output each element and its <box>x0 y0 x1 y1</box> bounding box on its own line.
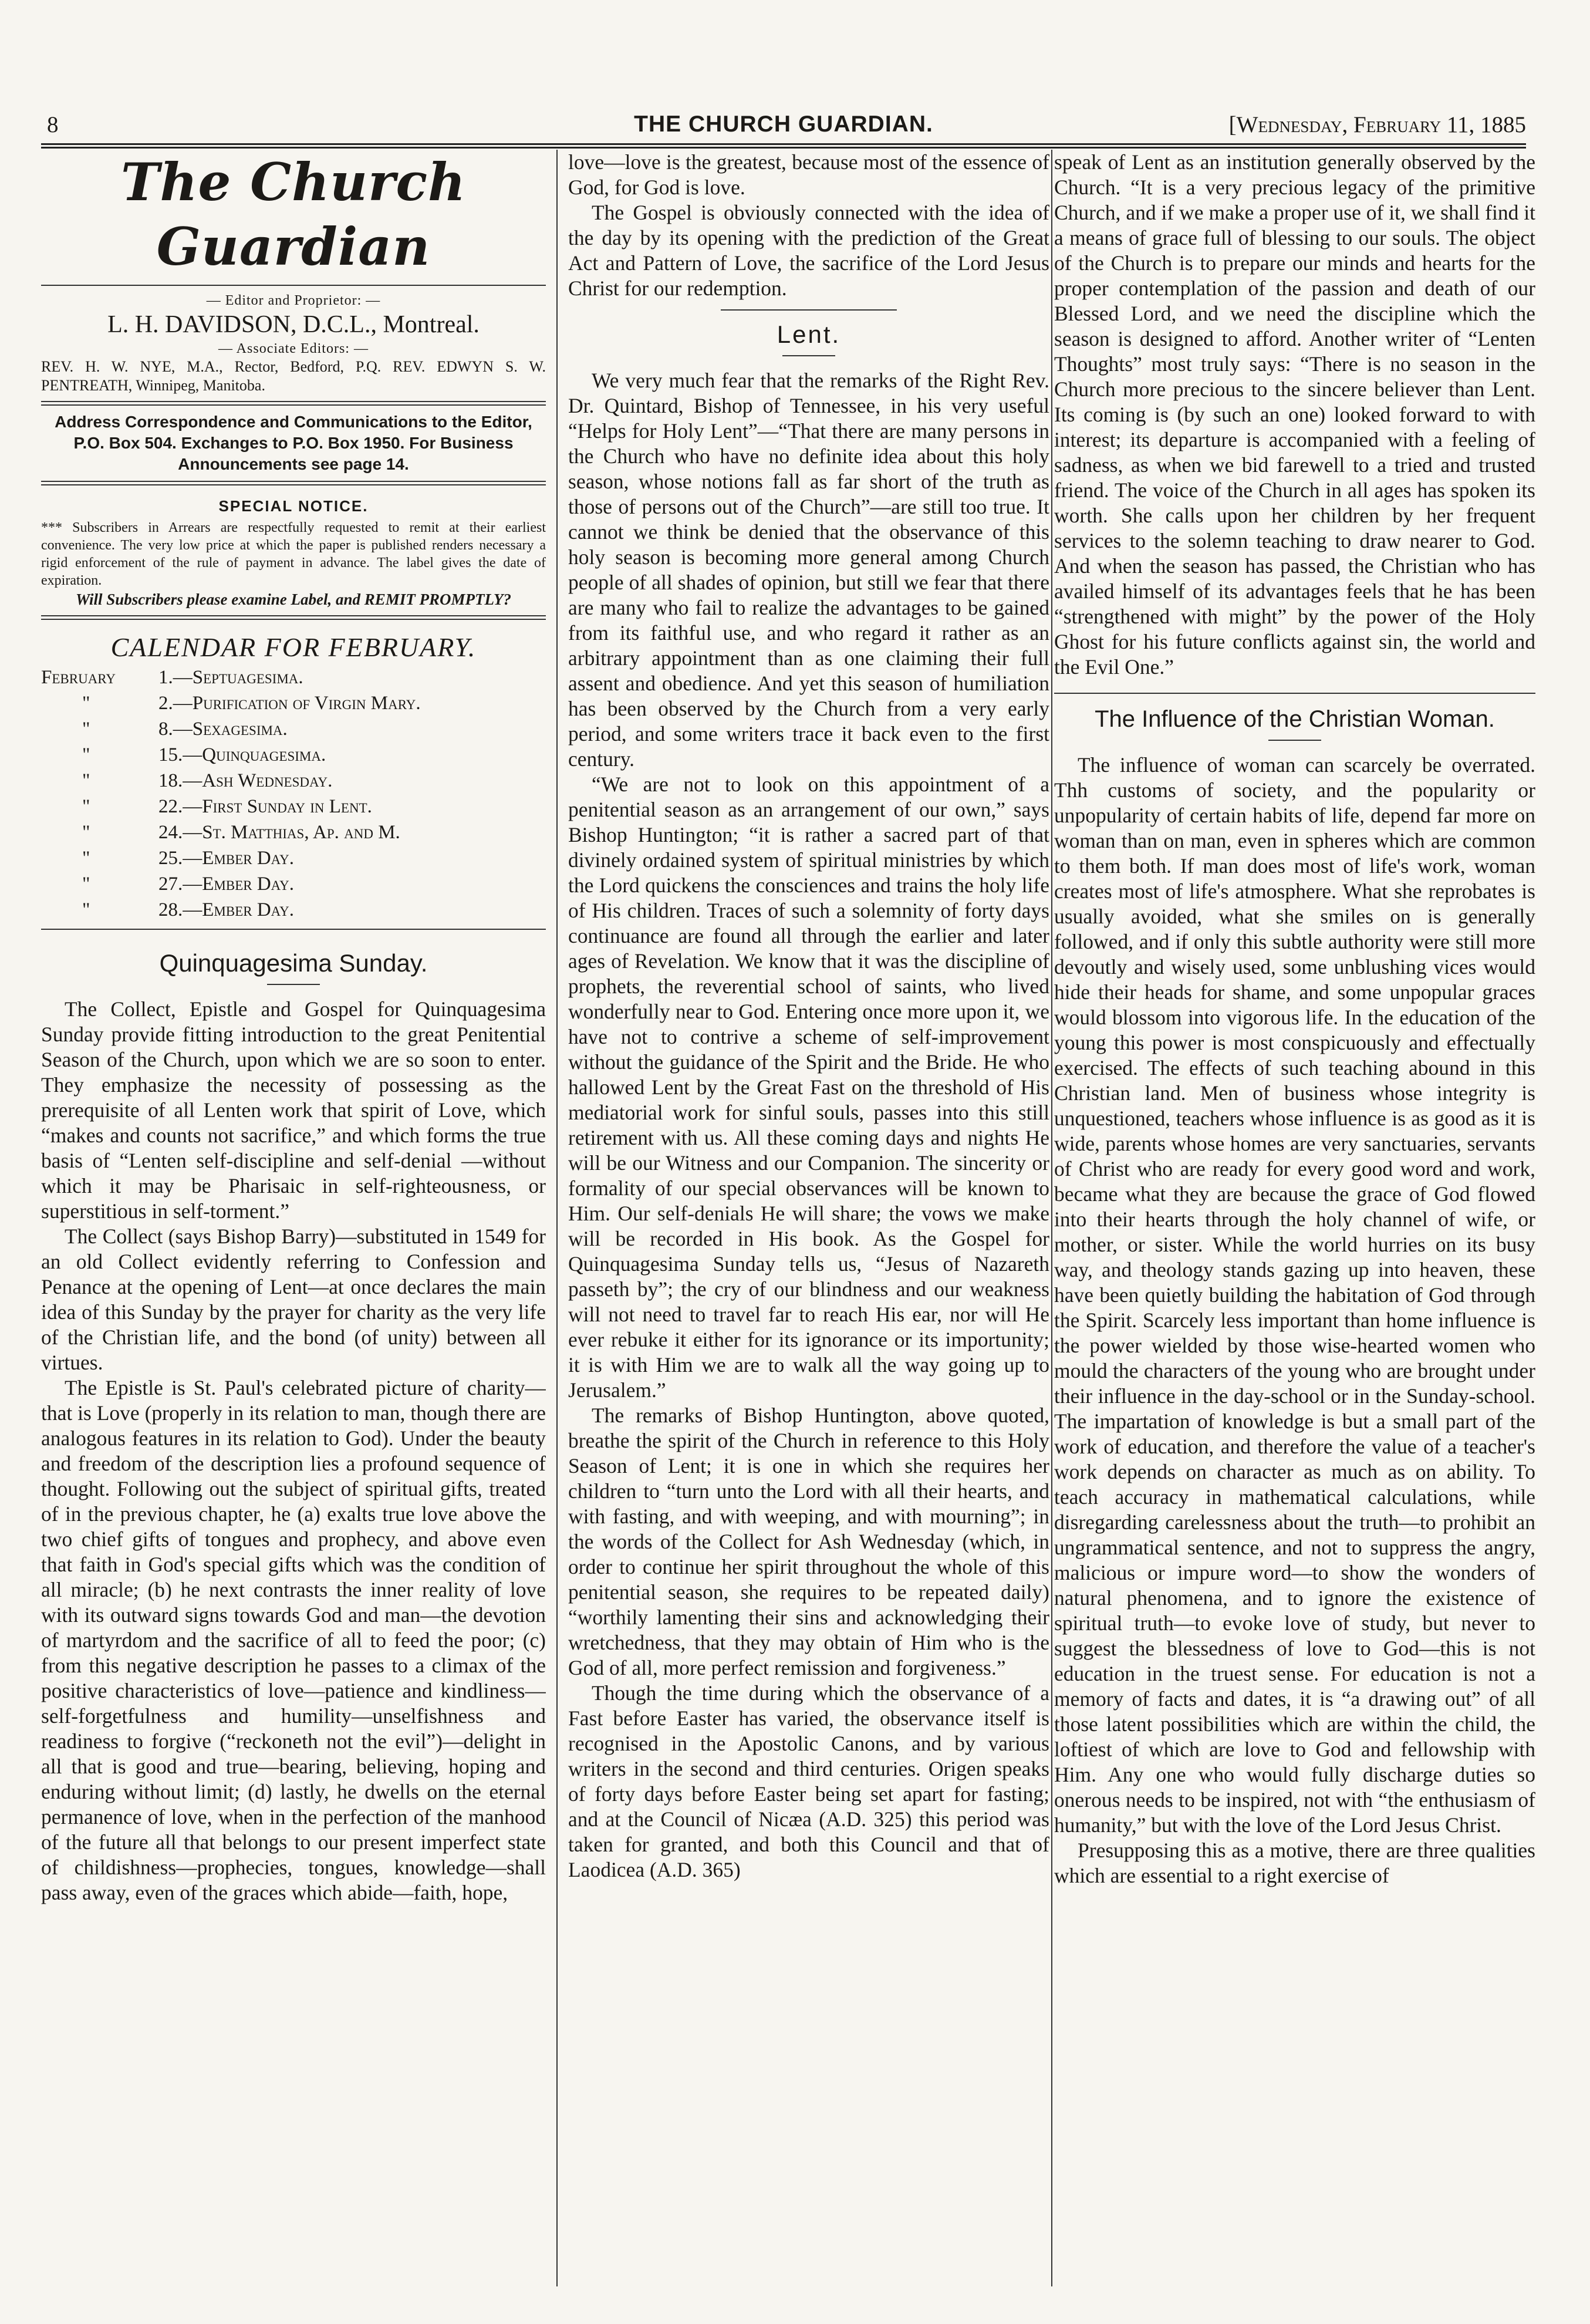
calendar-title: CALENDAR FOR FEBRUARY. <box>110 632 477 662</box>
divider <box>41 929 546 930</box>
editor-name: L. H. DAVIDSON, D.C.L., Montreal. <box>107 311 480 338</box>
issue-date: [Wednesday, February 11, 1885 <box>1228 112 1526 137</box>
article-paragraph: speak of Lent as an institution generally observed by the Church. “It is a very precious legacy of the primitive Church, and if we make a proper use of it, we shall find it a means of grace full of blessing to our souls. The object of the Church is to prepare our minds and hearts for the proper contemplation of the passion and death of our Blessed Lord, and we need the discipline which the season is designed to afford. Another writer of “Lenten Thoughts” most truly says: “There is no season in the Church more precious to the sincere believer than Lent. Its coming is (by such an one) looked forward to with interest; its departure is accompanied with a feeling of sadness, as when we bid farewell to a tried and trusted friend. The voice of the Church in all ages has spoken its worth. She calls upon her children by her frequent services to the solemn teaching to draw nearer to God. And when the season has passed, the Christian who has availed himself of its advantages feels that he has been “strengthened with might” by the power of the Holy Ghost for his future conflicts against sin, the world and the Evil One.” <box>1054 150 1535 679</box>
calendar-entry: " 22.—First Sunday in Lent. <box>82 796 372 817</box>
article-paragraph: “We are not to look on this appointment of a penitential season as an arrangement of our own,” says Bishop Huntington; “it is rather a sacred part of that divinely ordained system of spiritual ministries by which the Lord quickens the consciences and trains the holy life of His children. Traces of such a solemnity of forty days continuance are found all through the earlier and later ages of Revelation. We know that it was the discipline of prophets, the reverential school of saints, who lived wonderfully near to God. Entering once more upon it, we have not to contrive a scheme of self-improvement without the guidance of the Spirit and the Bride. He who hallowed Lent by the Great Fast on the threshold of His mediatorial work for sinful souls, passes into this still retirement with us. All these coming days and nights He will be our Witness and our Companion. The sincerity or formality of our special observances will be known to Him. Our self-denials He will share; the vows we make will be recorded in His book. As the Gospel for Quinquagesima Sunday tells us, “Jesus of Nazareth passeth by”; the cry of our blindness and our weakness will not need to travel far to reach His ear, nor will He ever rebuke it either for its ignorance or its importunity; it is with Him we are to walk all the way going up to Jerusalem.” <box>568 773 1049 1402</box>
editor-label: — Editor and Proprietor: — <box>206 293 381 308</box>
article-paragraph: The Collect (says Bishop Barry)—substituted in 1549 for an old Collect evidently referring to Confession and Penance at the opening of Lent—at once declares the main idea of this Sunday by the prayer for charity as the very life of the Christian life, and the bond (of unity) between all virtues. <box>41 1225 546 1374</box>
page-number: 8 <box>47 112 59 137</box>
column-divider <box>1051 150 1052 2286</box>
masthead-title: The Church Guardian <box>120 151 466 277</box>
special-notice-text: *** Subscribers in Arrears are respectfully requested to remit at their earliest convenience. The very low price at which the paper is published renders necessary a rigid enforcement of the rule of payment in advance. The label gives the date of expiration. <box>41 520 546 588</box>
article-title: The Influence of the Christian Woman. <box>1095 706 1495 732</box>
newspaper-title: THE CHURCH GUARDIAN. <box>634 112 933 137</box>
address-notice: Address Correspondence and Communications to the Editor, P.O. Box 504. Exchanges to P.O. Box 1950. For Business Announcements see page 14. <box>55 413 532 473</box>
associate-editors: REV. H. W. NYE, M.A., Rector, Bedford, P.Q. REV. EDWYN S. W. PENTREATH, Winnipeg, Manitoba. <box>41 358 546 394</box>
divider <box>1054 693 1535 694</box>
column-1 <box>41 150 546 2286</box>
article-title: Quinquagesima Sunday. <box>159 949 428 977</box>
article-paragraph: The Collect, Epistle and Gospel for Quinquagesima Sunday provide fitting introduction to the great Penitential Season of the Church, upon which we are so soon to enter. They emphasize the necessity of possessing as the prerequisite of all Lenten work that spirit of Love, which “makes and counts not sacrifice,” and which forms the true basis of “Lenten self-discipline and self-denial —without which it may be Pharisaic in self-righteousness, or superstitious in self-torment.” <box>41 997 546 1223</box>
calendar-month: February <box>41 667 116 688</box>
calendar-entry: February 1.—Septuagesima. <box>41 665 546 690</box>
calendar-entry: " 15.—Quinquagesima. <box>82 744 326 765</box>
calendar-entry: " 27.—Ember Day. <box>82 873 295 895</box>
divider <box>41 481 546 485</box>
article-paragraph: Presupposing this as a motive, there are three qualities which are essential to a right exercise of <box>1054 1839 1535 1887</box>
article-title: Lent. <box>777 321 841 348</box>
column-3 <box>1054 150 1535 2286</box>
calendar-entry: " 18.—Ash Wednesday. <box>82 770 333 791</box>
divider <box>41 401 546 406</box>
article-paragraph: The influence of woman can scarcely be overrated. Thh customs of society, and the popularity or unpopularity of certain habits of life, depend far more on woman than on man, even in spheres which are common to them both. If man does most of life's work, woman creates most of life's atmosphere. What she reprobates is usually avoided, what she smiles on is generally followed, and if only this subtle authority were still more devoutly and wisely used, some unblushing vices would hide their heads for shame, and some unpopular graces would blossom into vigorous life. In the education of the young this power is most conspicuously and effectually exercised. The effects of such teaching abound in this Christian land. Men of business whose integrity is unquestioned, teachers whose influence is as good as it is wide, parents whose homes are very sanctuaries, servants of Christ who are ready for every good word and work, became what they are because the grace of God flowed into their hearts through the holy channel of wife, or mother, or sister. While the world hurries on its busy way, and theology stands gazing up into heaven, these have been quietly building the habitation of God through the Spirit. Scarcely less important than home influence is the power wielded by those wise-hearted women who mould the characters of the young who are brought under their influence in the day-school or in the Sunday-school. The impartation of knowledge is but a small part of the work of education, and therefore the value of a teacher's work depends on character as much as on ability. To teach accuracy in mathematical calculations, while disregarding carelessness about the truth—to prohibit an ungrammatical sentence, and not to suppress the angry, malicious or impure word—to show the wonders of natural phenomena, and to ignore the existence of spiritual truth—to evoke love of study, but never to suggest the blessedness of love to God—this is not education in the truest sense. For education is not a memory of facts and dates, it is “a drawing out” of all those latent possibilities which are within the child, the loftiest of which are love to God and fellowship with Him. Any one who would fully discharge duties so onerous needs to be inspired, not with “the enthusiasm of humanity,” but with the love of the Lord Jesus Christ. <box>1054 753 1535 1837</box>
header-rule <box>41 143 1526 145</box>
article-paragraph: Though the time during which the observance of a Fast before Easter has varied, the observance itself is recognised in the Apostolic Canons, and by various writers in the second and third centuries. Origen speaks of forty days before Easter being set apart for fasting; and at the Council of Nicæa (A.D. 325) this period was taken for granted, and both this Council and that of Laodicea (A.D. 365) <box>568 1681 1049 1881</box>
associate-editors-label: — Associate Editors: — <box>218 341 369 356</box>
article-paragraph: The remarks of Bishop Huntington, above quoted, breathe the spirit of the Church in reference to this Holy Season of Lent; it is one in which she requires her children to “turn unto the Lord with all their hearts, and with fasting, and with weeping, and with mourning”; in the words of the Collect for Ash Wednesday (which, in order to continue her spirit throughout the whole of this penitential season, she requires to be repeated daily) “worthily lamenting their sins and acknowledging their wretchedness, that they may obtain of Him who is the God of all, more perfect remission and forgiveness.” <box>568 1404 1049 1679</box>
column-divider <box>556 150 558 2286</box>
calendar-entry: " 8.—Sexagesima. <box>82 719 288 740</box>
calendar-entry: " 25.—Ember Day. <box>82 848 295 869</box>
article-paragraph: We very much fear that the remarks of the Right Rev. Dr. Quintard, Bishop of Tennessee, in his very useful “Helps for Holy Lent”—“That there are many persons in the Church who have no definite idea about this holy season, whose notions fall as far short of the truth as those of persons out of the Church”—are still too true. It cannot we think be denied that the observance of this holy season is becoming more general among Church people of all shades of opinion, but still we fear that there are many who fail to realize the advantages to be gained from its faithful use, and who regard it rather as an arbitrary appointment than as one claiming their full assent and obedience. And yet this season of humiliation has been observed by the Church from a very early period, and some writers trace it back even to the first century. <box>568 369 1049 771</box>
article-paragraph: love—love is the greatest, because most of the essence of God, for God is love. <box>568 150 1049 199</box>
calendar-list <box>41 665 546 923</box>
divider <box>41 615 546 620</box>
page-header <box>41 112 1526 141</box>
calendar-entry: " 2.—Purification of Virgin Mary. <box>82 693 421 714</box>
header-rule-second <box>41 147 1526 149</box>
divider <box>267 984 320 985</box>
divider <box>782 355 835 356</box>
divider <box>1268 740 1321 741</box>
calendar-entry: " 24.—St. Matthias, Ap. and M. <box>82 822 400 843</box>
column-2 <box>568 150 1049 2286</box>
article-paragraph: The Epistle is St. Paul's celebrated picture of charity—that is Love (properly in its relation to man, though there are analogous features in its relation to God). Under the beauty and freedom of the description lies a profound sequence of thought. Following out the subject of spiritual gifts, treated of in the previous chapter, he (a) exalts true love above the two chief gifts of tongues and prophecy, and above even that faith in God's special gifts which was the condition of all miracle; (b) he next contrasts the inner reality of love with its outward signs towards God and man—the devotion of martyrdom and the sacrifice of all to feed the poor; (c) from this negative description he passes to a climax of the positive characteristics of love—patience and kindliness—self-forgetfulness and humility—unselfishness and readiness to forgive (“reckoneth not the evil”)—delight in all that is good and true—bearing, believing, hoping and enduring without limit; (d) lastly, he dwells on the eternal permanence of love, when in the perfection of the manhood of the future all that belongs to our present imperfect state of childishness—prophecies, tongues, knowledge—shall pass away, even of the graces which abide—faith, hope, <box>41 1376 546 1904</box>
calendar-entry: " 28.—Ember Day. <box>82 899 295 920</box>
divider <box>721 309 897 311</box>
remit-notice: Will Subscribers please examine Label, and REMIT PROMPTLY? <box>76 591 511 608</box>
special-notice-title: SPECIAL NOTICE. <box>218 497 369 515</box>
article-paragraph: The Gospel is obviously connected with the idea of the day by its opening with the prediction of the Great Act and Pattern of Love, the sacrifice of the Lord Jesus Christ for our redemption. <box>568 201 1049 300</box>
divider <box>41 285 546 286</box>
